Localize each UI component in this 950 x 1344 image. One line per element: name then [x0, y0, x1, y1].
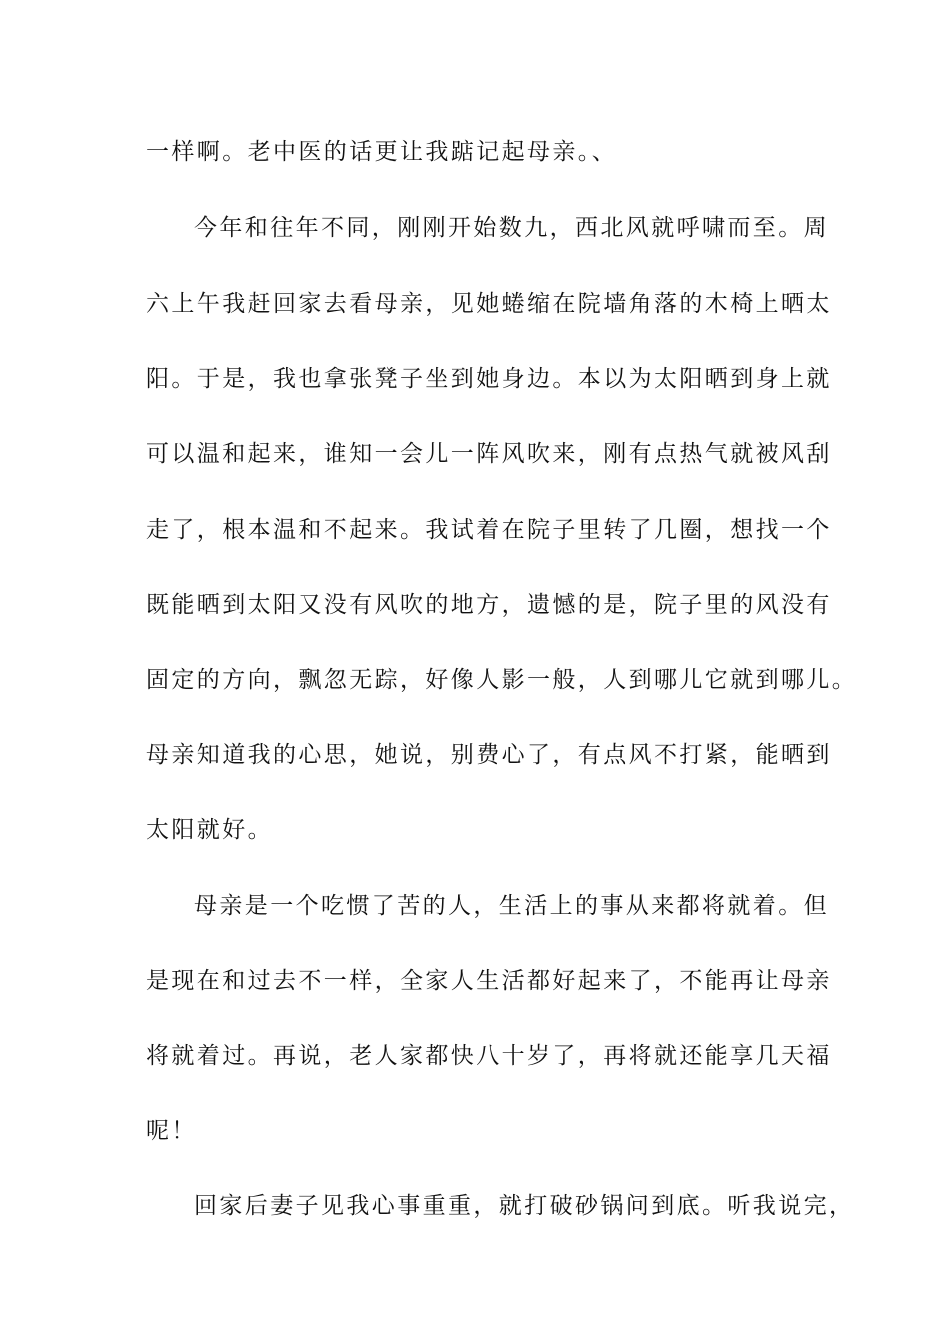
- text-line: 可以温和起来，谁知一会儿一阵风吹来，刚有点热气就被风刮: [146, 441, 832, 467]
- paragraph-first-line: 回家后妻子见我心事重重，就打破砂锅问到底。听我说完，: [194, 1193, 855, 1219]
- paragraph-first-line: 今年和往年不同，刚刚开始数九，西北风就呼啸而至。周: [194, 215, 829, 241]
- text-line: 将就着过。再说，老人家都快八十岁了，再将就还能享几天福: [146, 1043, 832, 1069]
- text-line: 六上午我赶回家去看母亲，见她蜷缩在院墙角落的木椅上晒太: [146, 291, 832, 317]
- text-line: 一样啊。老中医的话更让我踮记起母亲。、: [146, 139, 618, 165]
- paragraph-first-line: 母亲是一个吃惯了苦的人，生活上的事从来都将就着。但: [194, 893, 829, 919]
- text-line: 太阳就好。: [146, 817, 273, 843]
- text-line: 阳。于是，我也拿张凳子坐到她身边。本以为太阳晒到身上就: [146, 366, 832, 392]
- text-line: 固定的方向，飘忽无踪，好像人影一般，人到哪儿它就到哪儿。: [146, 667, 858, 693]
- text-line: 是现在和过去不一样，全家人生活都好起来了，不能再让母亲: [146, 968, 832, 994]
- text-line: 母亲知道我的心思，她说，别费心了，有点风不打紧，能晒到: [146, 742, 832, 768]
- text-line: 既能晒到太阳又没有风吹的地方，遗憾的是，院子里的风没有: [146, 592, 832, 618]
- text-line: 走了，根本温和不起来。我试着在院子里转了几圈，想找一个: [146, 517, 832, 543]
- text-line: 呢！: [146, 1118, 197, 1144]
